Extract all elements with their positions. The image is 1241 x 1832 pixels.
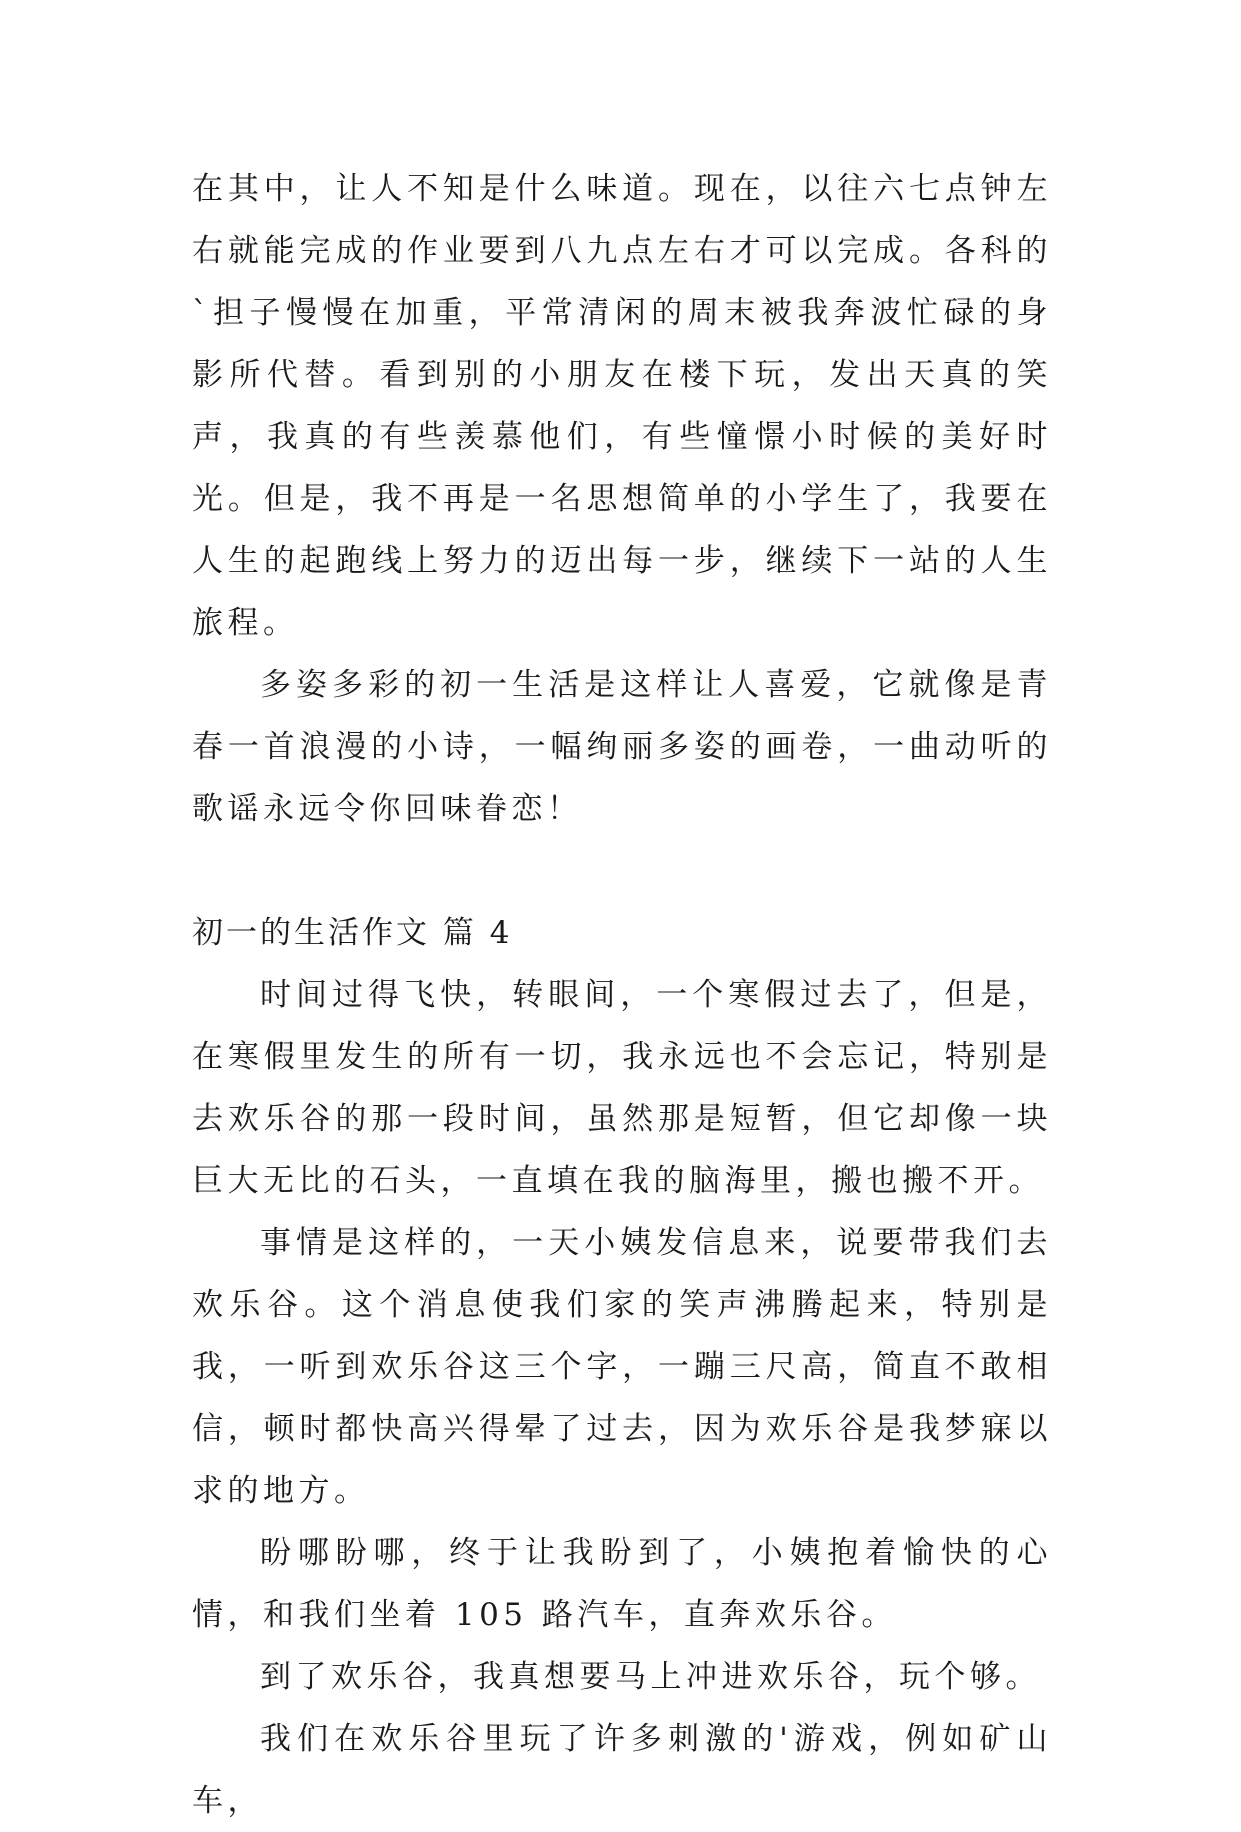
document-body xyxy=(192,158,1052,1832)
paragraph-continued: 在其中，让人不知是什么味道。现在，以往六七点钟左右就能完成的作业要到八九点左右才可以完成。各科的`担子慢慢在加重，平常清闲的周末被我奔波忙碌的身影所代替。看到别的小朋友在楼下玩，发出天真的笑声，我真的有些羡慕他们，有些憧憬小时候的美好时光。但是，我不再是一名思想简单的小学生了，我要在人生的起跑线上努力的迈出每一步，继续下一站的人生旅程。 xyxy=(192,171,1052,641)
paragraph-3: 盼哪盼哪，终于让我盼到了，小姨抱着愉快的心情，和我们坐着 105 路汽车，直奔欢乐谷。 xyxy=(192,1535,1052,1633)
paragraph-5: 我们在欢乐谷里玩了许多刺激的'游戏，例如矿山车， xyxy=(192,1721,1052,1819)
paragraph-conclusion: 多姿多彩的初一生活是这样让人喜爱，它就像是青春一首浪漫的小诗，一幅绚丽多姿的画卷，一曲动听的歌谣永远令你回味眷恋！ xyxy=(192,667,1052,827)
section-heading: 初一的生活作文 篇 4 xyxy=(192,915,513,951)
paragraph-1: 时间过得飞快，转眼间，一个寒假过去了，但是，在寒假里发生的所有一切，我永远也不会忘记，特别是去欢乐谷的那一段时间，虽然那是短暂，但它却像一块巨大无比的石头，一直填在我的脑海里，搬也搬不开。 xyxy=(192,977,1052,1199)
paragraph-4: 到了欢乐谷，我真想要马上冲进欢乐谷，玩个够。 xyxy=(260,1659,1041,1695)
paragraph-2: 事情是这样的，一天小姨发信息来，说要带我们去欢乐谷。这个消息使我们家的笑声沸腾起来，特别是我，一听到欢乐谷这三个字，一蹦三尺高，简直不敢相信，顿时都快高兴得晕了过去，因为欢乐谷是我梦寐以求的地方。 xyxy=(192,1225,1052,1509)
